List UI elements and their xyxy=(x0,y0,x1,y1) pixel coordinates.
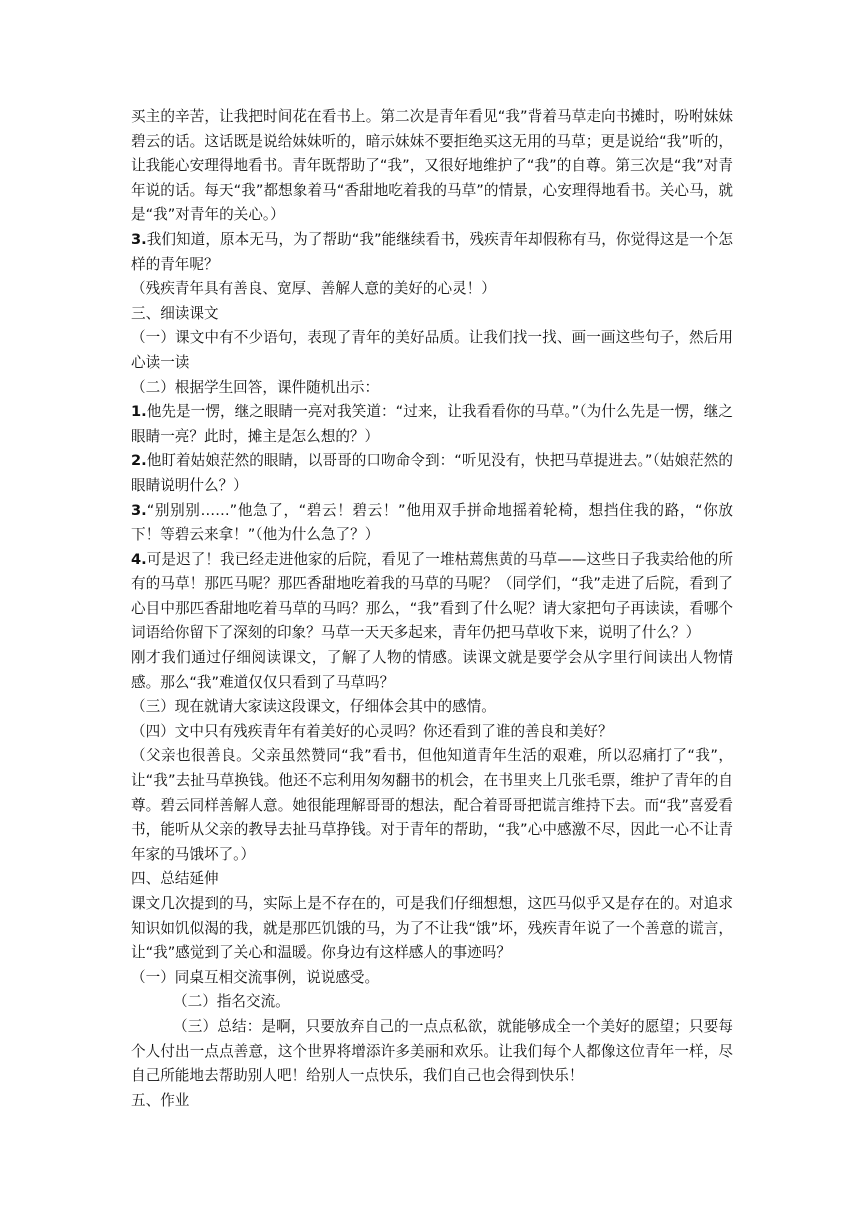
document-page xyxy=(131,105,733,1113)
quote-item-4: 4.可是迟了！我已经走进他家的后院，看见了一堆枯蔫焦黄的马草——这些日子我卖给他的所有的马草！那匹马呢？那匹香甜地吃着我的马草的马呢？（同学们，“我”走进了后院，看到了心目中那匹香甜地吃着马草的马吗？那么，“我”看到了什么呢？请大家把句子再读读，看哪个词语给你留下了深刻的印象？马草一天天多起来，青年仍把马草收下来，说明了什么？） xyxy=(131,550,733,642)
step-2: （二）根据学生回答，课件随机出示： xyxy=(131,378,380,396)
section-heading-4: 四、总结延伸 xyxy=(131,870,219,888)
step-1: （一）课文中有不少语句，表现了青年的美好品质。让我们找一找、画一画这些句子，然后用心读一读 xyxy=(131,329,733,371)
sub-step-2: （二）指名交流。 xyxy=(173,993,290,1011)
transition-paragraph: 刚才我们通过仔细阅读课文，了解了人物的情感。读课文就是要学会从字里行间读出人物情感。那么“我”难道仅仅只看到了马草吗？ xyxy=(131,649,733,691)
step-3: （三）现在就请大家读这段课文，仔细体会其中的感情。 xyxy=(131,698,496,716)
sub-step-1: （一）同桌互相交流事例，说说感受。 xyxy=(131,968,380,986)
summary-paragraph: 课文几次提到的马，实际上是不存在的，可是我们仔细想想，这匹马似乎又是存在的。对追求知识如饥似渴的我，就是那匹饥饿的马，为了不让我“饿”坏，残疾青年说了一个善意的谎言，让“我”感觉到了关心和温暖。你身边有这样感人的事迹吗？ xyxy=(131,895,733,962)
quote-item-2: 2.他盯着姑娘茫然的眼睛，以哥哥的口吻命令到：“听见没有，快把马草提进去。”（姑娘茫然的眼睛说明什么？） xyxy=(131,452,733,494)
quote-item-3: 3.“别别别……”他急了，“碧云！碧云！”他用双手拼命地摇着轮椅，想挡住我的路，“你放下！等碧云来拿！”（他为什么急了？） xyxy=(131,501,733,544)
answer-4: （父亲也很善良。父亲虽然赞同“我”看书，但他知道青年生活的艰难，所以忍痛打了“我”，让“我”去扯马草换钱。他还不忘利用匆匆翻书的机会，在书里夹上几张毛票，维护了青年的自尊。碧云同样善解人意。她很能理解哥哥的想法，配合着哥哥把谎言维持下去。而“我”喜爱看书，能听从父亲的教导去扯马草挣钱。对于青年的帮助，“我”心中感激不尽，因此一心不让青年家的马饿坏了。） xyxy=(131,747,733,863)
question-3: 3.我们知道，原本无马，为了帮助“我”能继续看书，残疾青年却假称有马，你觉得这是一个怎样的青年呢？ xyxy=(131,230,733,273)
sub-step-3: （三）总结：是啊，只要放弃自己的一点点私欲，就能够成全一个美好的愿望；只要每个人付出一点点善意，这个世界将增添许多美丽和欢乐。让我们每个人都像这位青年一样，尽自己所能地去帮助别人吧！给别人一点快乐，我们自己也会得到快乐！ xyxy=(131,1017,733,1085)
section-heading-3: 三、细读课文 xyxy=(131,304,219,322)
quote-item-1: 1.他先是一愣，继之眼睛一亮对我笑道：“过来，让我看看你的马草。”（为什么先是一愣，继之眼睛一亮？此时，摊主是怎么想的？） xyxy=(131,403,733,445)
paragraph-answer-continuation: 买主的辛苦，让我把时间花在看书上。第二次是青年看见“我”背着马草走向书摊时，吩咐妹妹碧云的话。这话既是说给妹妹听的，暗示妹妹不要拒绝买这无用的马草；更是说给“我”听的，让我能心安理得地看书。青年既帮助了“我”，又很好地维护了“我”的自尊。第三次是“我”对青年说的话。每天“我”都想象着马“香甜地吃着我的马草”的情景，心安理得地看书。关心马，就是“我”对青年的关心。） xyxy=(131,108,733,224)
section-heading-5: 五、作业 xyxy=(131,1091,190,1109)
step-4: （四）文中只有残疾青年有着美好的心灵吗？你还看到了谁的善良和美好？ xyxy=(131,722,613,740)
answer-3: （残疾青年具有善良、宽厚、善解人意的美好的心灵！） xyxy=(131,280,496,298)
